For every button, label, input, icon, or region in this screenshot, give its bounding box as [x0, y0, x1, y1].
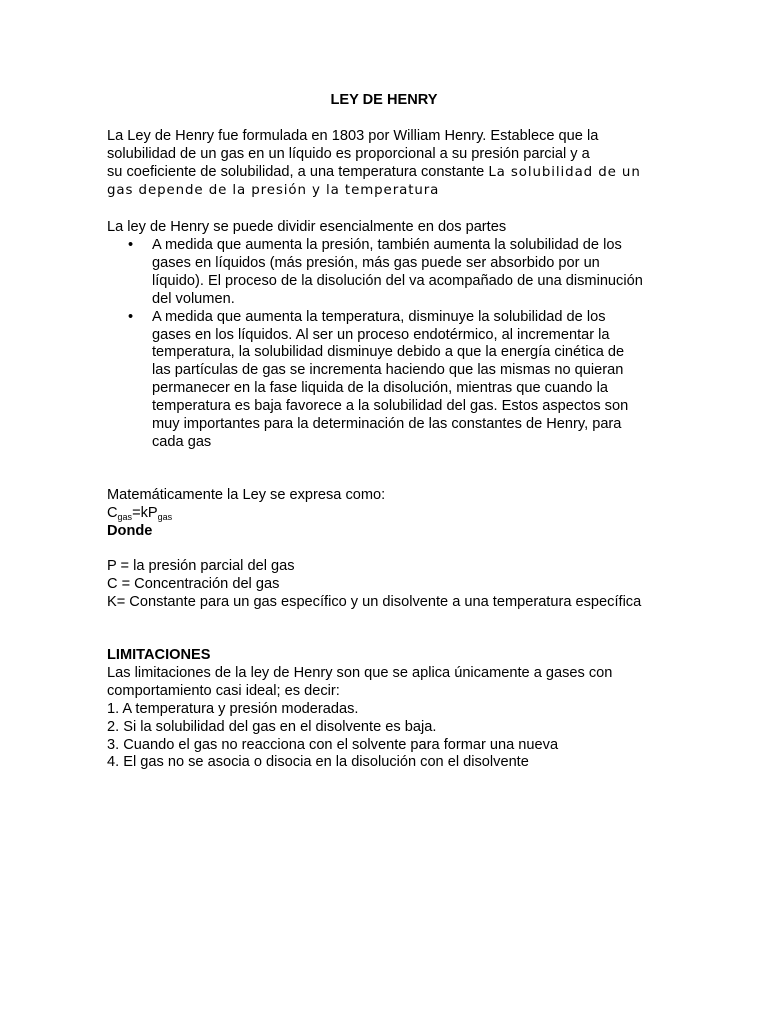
intro-line: La Ley de Henry fue formulada en 1803 por William Henry. Establece que la [107, 128, 599, 144]
bullet-item-temperature [107, 309, 667, 452]
intro-spaced-text: La solubilidad de un [488, 164, 641, 180]
intro-paragraph [107, 128, 667, 200]
formula-mid: =kP [132, 504, 158, 521]
bullet-line: temperatura es baja favorece a la solubilidad del gas. Estos aspectos son [152, 398, 629, 415]
bullet-line: del volumen. [152, 290, 235, 307]
bullet-item-pressure [107, 237, 667, 309]
bullet-line: gases en los líquidos. Al ser un proceso endotérmico, al incrementar la [152, 326, 610, 343]
formula-c: C [107, 504, 118, 521]
formula [107, 505, 667, 523]
limitation-item: 2. Si la solubilidad del gas en el disolvente es baja. [107, 718, 437, 735]
bullet-line: permanecer en la fase liquida de la disolución, mientras que cuando la [152, 380, 608, 397]
bullet-icon: • [128, 308, 134, 325]
formula-c-subscript: gas [117, 511, 133, 522]
bullet-line: A medida que aumenta la presión, también aumenta la solubilidad de los [152, 237, 622, 253]
definition-item: C = Concentración del gas [107, 575, 280, 592]
bullet-icon: • [128, 237, 134, 253]
intro-line-text: su coeficiente de solubilidad, a una temperatura constante [107, 163, 489, 180]
limitations-heading: LIMITACIONES [107, 647, 211, 663]
document-title: LEY DE HENRY [330, 92, 438, 108]
limitation-item: 1. A temperatura y presión moderadas. [107, 700, 359, 717]
intro-line: solubilidad de un gas en un líquido es proporcional a su presión parcial y a [107, 145, 590, 162]
bullet-line: líquido). El proceso de la disolución del va acompañado de una disminución [152, 272, 643, 289]
limitation-item: 3. Cuando el gas no reacciona con el solvente para formar una nueva [107, 736, 559, 753]
formula-p-subscript: gas [157, 511, 173, 522]
limitation-item: 4. El gas no se asocia o disocia en la disolución con el disolvente [107, 754, 529, 771]
donde-heading: Donde [107, 522, 153, 539]
math-section [107, 487, 667, 541]
definition-item: P = la presión parcial del gas [107, 558, 295, 574]
bullet-line: A medida que aumenta la temperatura, disminuye la solubilidad de los [152, 308, 606, 325]
limitations-intro-line: Las limitaciones de la ley de Henry son que se aplica únicamente a gases con [107, 664, 613, 681]
bullet-line: cada gas [152, 433, 212, 450]
bullet-line: las partículas de gas se incrementa haciendo que las mismas no quieran [152, 362, 624, 379]
bullet-line: temperatura, la solubilidad disminuye debido a que la energía cinética de [152, 344, 625, 361]
limitations-section [107, 647, 667, 772]
definitions-list [107, 558, 667, 612]
intro-line [107, 164, 667, 182]
math-intro: Matemáticamente la Ley se expresa como: [107, 487, 386, 503]
intro-spaced-line: gas depende de la presión y la temperatura [107, 182, 440, 198]
definition-item: K= Constante para un gas específico y un disolvente a una temperatura específica [107, 593, 642, 610]
parts-heading: La ley de Henry se puede dividir esencialmente en dos partes [107, 219, 507, 235]
bullet-list [107, 237, 667, 452]
limitations-intro-line: comportamiento casi ideal; es decir: [107, 682, 340, 699]
bullet-line: muy importantes para la determinación de las constantes de Henry, para [152, 416, 622, 433]
bullet-line: gases en líquidos (más presión, más gas puede ser absorbido por un [152, 254, 600, 271]
